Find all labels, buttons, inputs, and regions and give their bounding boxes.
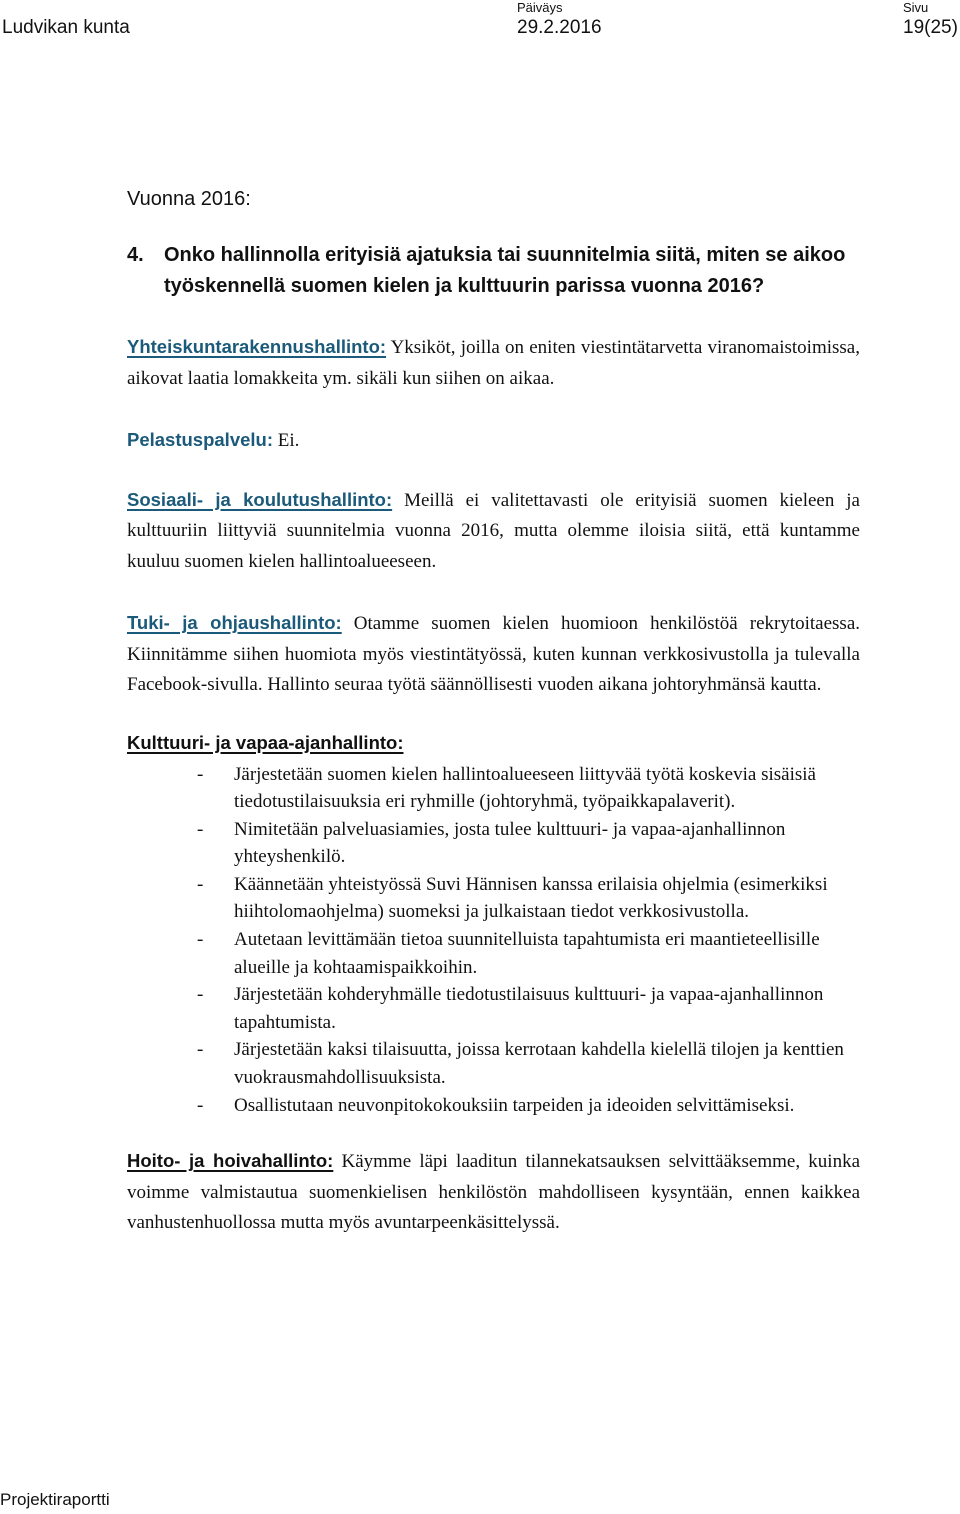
paragraph-yhteiskunta xyxy=(127,332,860,394)
list-item xyxy=(127,926,860,981)
paragraph-pelastus xyxy=(127,425,860,457)
paragraph-tuki xyxy=(127,608,860,701)
list-item-text: Autetaan levittämään tietoa suunnitelluista tapahtumista eri maantieteellisille alueille ja kohtaamispaikkoihin. xyxy=(234,929,820,978)
page-header xyxy=(0,0,960,50)
list-item xyxy=(127,761,860,816)
paragraph-sosiaali xyxy=(127,485,860,578)
list-item-text: Käännetään yhteistyössä Suvi Hännisen kanssa erilaisia ohjelmia (esimerkiksi hiihtolomaohjelma) suomeksi ja julkaistaan tiedot verkkosivustolla. xyxy=(234,873,828,923)
list-item-text: Järjestetään kaksi tilaisuutta, joissa kerrotaan kahdella kielellä tilojen ja kenttien vuokrausmahdollisuuksista. xyxy=(234,1039,844,1089)
year-heading: Vuonna 2016: xyxy=(127,188,251,210)
dash-bullet: - xyxy=(197,929,204,951)
dash-bullet: - xyxy=(197,1094,204,1116)
dash-bullet: - xyxy=(197,763,204,785)
list-item-text: Järjestetään suomen kielen hallintoalueeseen liittyvää työtä koskevia sisäisiä tiedotustilaisuuksia eri ryhmille (johtoryhmä, työpaikkapalaverit). xyxy=(234,763,816,813)
list-item xyxy=(127,1092,860,1120)
question-text: Onko hallinnolla erityisiä ajatuksia tai suunnitelmia siitä, miten se aikoo työskennellä suomen kielen ja kulttuurin parissa vuonna 2016? xyxy=(164,244,846,297)
lead-yhteiskunta: Yhteiskuntarakennushallinto: xyxy=(127,336,387,357)
text-pelastus: Ei. xyxy=(273,430,300,451)
section-kulttuuri-heading xyxy=(127,732,860,755)
text-hoito: Käymme läpi laaditun tilannekatsauksen selvittääksemme, kuinka voimme valmistautua suomenkielisen henkilöstön mahdolliseen kysyntään, ennen kaikkea vanhustenhuollossa mutta myös avuntarpeenkäsittelyssä. xyxy=(127,1151,860,1234)
list-item xyxy=(127,816,860,871)
lead-sosiaali: Sosiaali- ja koulutushallinto: xyxy=(127,488,393,510)
page-footer: Projektiraportti xyxy=(0,1490,110,1509)
dash-bullet: - xyxy=(197,873,204,895)
date-value: 29.2.2016 xyxy=(517,17,602,38)
list-item-text: Järjestetään kohderyhmälle tiedotustilaisuus kulttuuri- ja vapaa-ajanhallinnon tapahtumista. xyxy=(234,984,824,1033)
list-item-text: Nimitetään palveluasiamies, josta tulee kulttuuri- ja vapaa-ajanhallinnon yhteyshenkilö. xyxy=(234,818,786,868)
paragraph-hoito xyxy=(127,1146,860,1239)
lead-kulttuuri: Kulttuuri- ja vapaa-ajanhallinto: xyxy=(127,731,404,753)
lead-hoito: Hoito- ja hoivahallinto: xyxy=(127,1150,334,1172)
page-number: 19(25) xyxy=(903,17,958,38)
dash-bullet: - xyxy=(197,1039,204,1061)
organization-name: Ludvikan kunta xyxy=(2,17,130,38)
page-label: Sivu xyxy=(903,0,929,15)
dash-bullet: - xyxy=(197,984,204,1006)
lead-tuki: Tuki- ja ohjaushallinto: xyxy=(127,612,342,633)
kulttuuri-list xyxy=(127,761,860,1120)
list-item xyxy=(127,1036,860,1091)
list-item xyxy=(127,871,860,926)
lead-pelastus: Pelastuspalvelu: xyxy=(127,429,274,450)
list-item-text: Osallistutaan neuvonpitokokouksiin tarpeiden ja ideoiden selvittämiseksi. xyxy=(234,1094,795,1116)
document-body xyxy=(127,188,860,1270)
question-number: 4. xyxy=(127,244,144,266)
text-tuki: Otamme suomen kielen huomioon henkilöstöä rekrytoitaessa. Kiinnitämme siihen huomiota myös viestintätyössä, kuten kunnan verkkosivustolla ja tulevalla Facebook-sivulla. Hallinto seuraa työtä säännöllisesti vuoden aikana johtoryhmänsä kautta. xyxy=(127,613,860,695)
date-label: Päiväys xyxy=(517,0,563,15)
text-sosiaali: Meillä ei valitettavasti ole erityisiä suomen kieleen ja kulttuuriin liittyviä suunnitelmia vuonna 2016, mutta olemme iloisia siitä, että kuntamme kuuluu suomen kielen hallintoalueeseen. xyxy=(127,489,860,572)
question-heading xyxy=(127,240,860,302)
list-item xyxy=(127,981,860,1036)
dash-bullet: - xyxy=(197,818,204,840)
text-yhteiskunta: Yksiköt, joilla on eniten viestintätarvetta viranomaistoimissa, aikovat laatia lomakkeita ym. sikäli kun siihen on aikaa. xyxy=(127,337,860,389)
